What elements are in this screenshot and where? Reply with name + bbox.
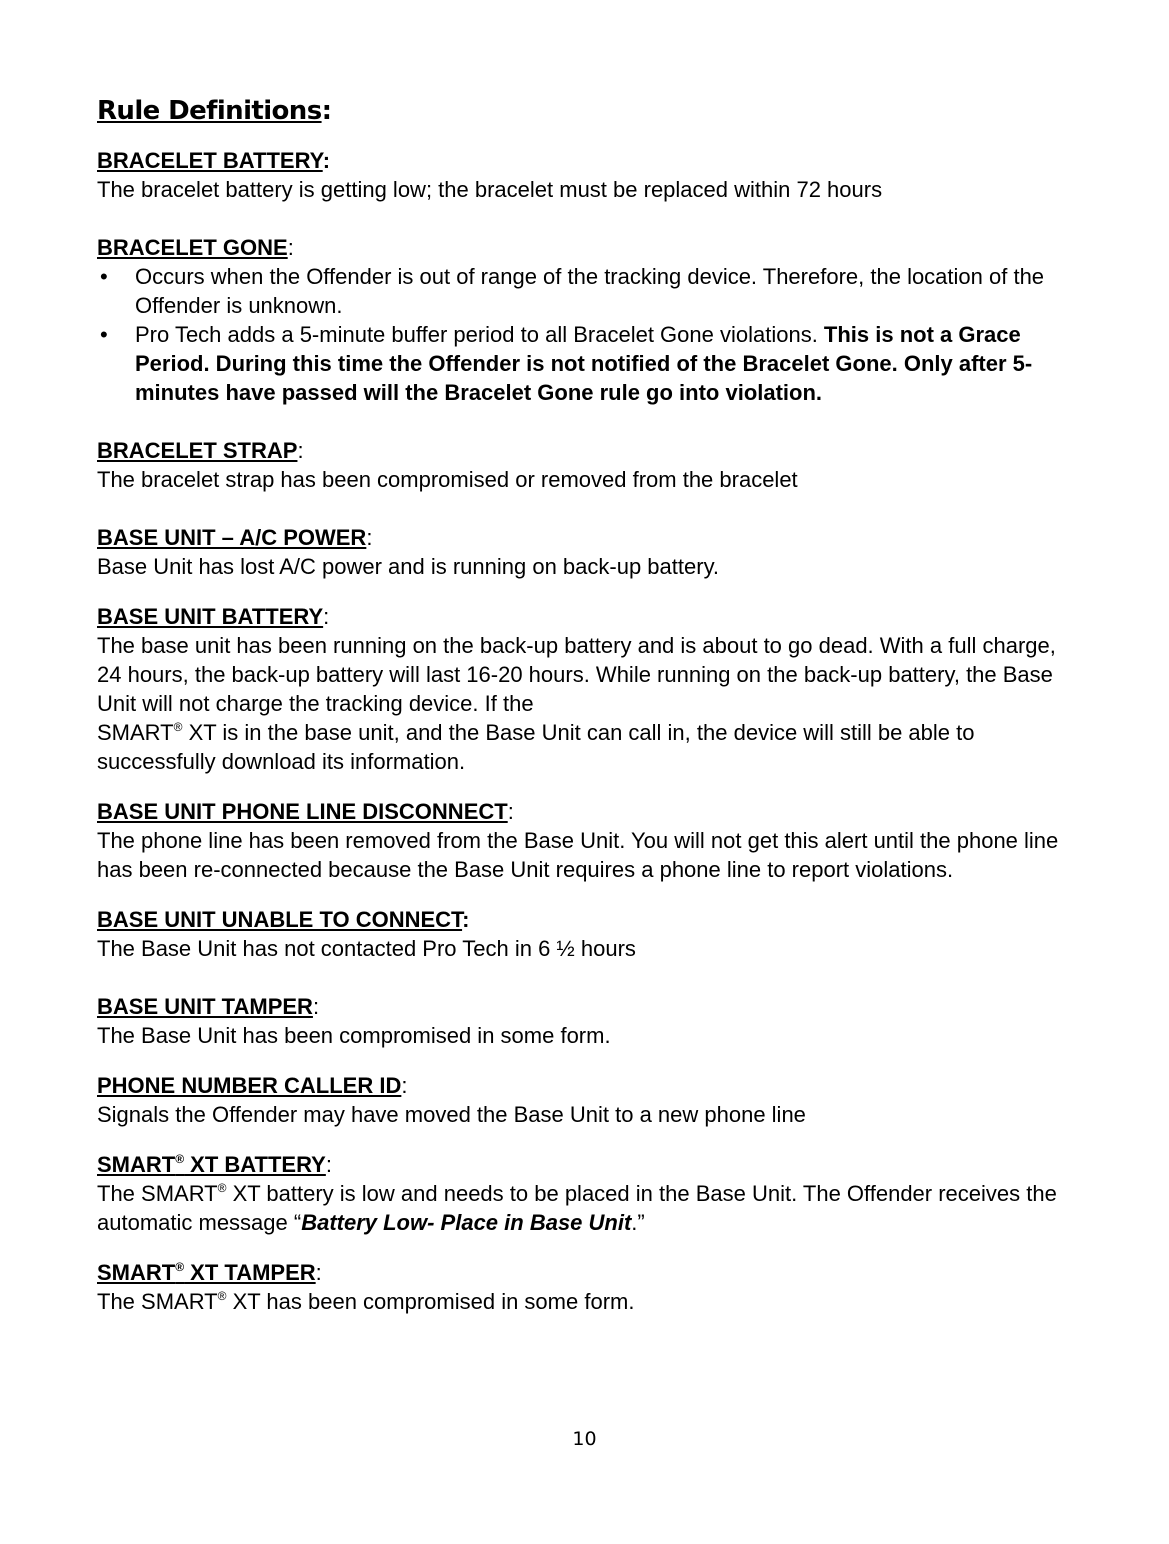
bullet-list	[97, 262, 1077, 407]
section-heading: SMART® XT BATTERY:	[97, 1152, 332, 1177]
bold-note: This is not a Grace Period. During this time the Offender is not notified of the Bracelet Gone. Only after 5-minutes have passed will the Bracelet Gone rule go into violation.	[135, 322, 1033, 405]
bullet-icon: •	[100, 264, 108, 289]
automatic-message: Battery Low- Place in Base Unit	[301, 1210, 632, 1235]
registered-mark: ®	[175, 1260, 185, 1274]
section-phone-caller-id	[97, 1071, 1077, 1129]
section-bracelet-battery	[97, 146, 1077, 204]
section-bracelet-gone	[97, 233, 1077, 407]
section-text: The bracelet strap has been compromised or removed from the bracelet	[97, 467, 798, 492]
list-item: • Pro Tech adds a 5-minute buffer period to all Bracelet Gone violations. This is not a Grace Period. During this time the Offender is not notified of the Bracelet Gone. Only after 5-minutes have passed will the Bracelet Gone rule go into violation.	[100, 322, 1033, 405]
section-bracelet-strap	[97, 436, 1077, 494]
section-text: The Base Unit has not contacted Pro Tech in 6 ½ hours	[97, 936, 636, 961]
section-smart-xt-battery	[97, 1150, 1077, 1237]
section-text: The phone line has been removed from the Base Unit. You will not get this alert until the phone line has been re-connected because the Base Unit requires a phone line to report violations.	[97, 828, 1059, 882]
section-heading: BASE UNIT BATTERY:	[97, 604, 330, 629]
section-text: The bracelet battery is getting low; the bracelet must be replaced within 72 hours	[97, 177, 883, 202]
section-heading: BASE UNIT TAMPER:	[97, 994, 320, 1019]
section-unable-to-connect	[97, 905, 1077, 963]
section-text: Signals the Offender may have moved the Base Unit to a new phone line	[97, 1102, 806, 1127]
section-text: Base Unit has lost A/C power and is running on back-up battery.	[97, 554, 720, 579]
section-heading: BRACELET GONE:	[97, 235, 294, 260]
registered-mark: ®	[173, 720, 183, 734]
section-smart-xt-tamper	[97, 1258, 1077, 1316]
registered-mark: ®	[217, 1289, 227, 1303]
section-base-unit-tamper	[97, 992, 1077, 1050]
section-text: The SMART® XT battery is low and needs to be placed in the Base Unit. The Offender receives the automatic message “Battery Low- Place in Base Unit.”	[97, 1181, 1057, 1235]
section-heading: SMART® XT TAMPER:	[97, 1260, 322, 1285]
section-base-unit-battery	[97, 602, 1077, 776]
section-base-unit-ac-power	[97, 523, 1077, 581]
section-heading: BRACELET BATTERY:	[97, 148, 331, 173]
section-heading: BASE UNIT UNABLE TO CONNECT:	[97, 907, 470, 932]
section-text: The base unit has been running on the back-up battery and is about to go dead. With a full charge, 24 hours, the back-up battery will last 16-20 hours. While running on the back-up battery, the Base Unit will not charge the tracking device. If the SMART® XT is in the base unit, and the Base Unit can call in, the device will still be able to successfully download its information.	[97, 633, 1056, 774]
list-item: • Occurs when the Offender is out of range of the tracking device. Therefore, the location of the Offender is unknown.	[100, 264, 1045, 318]
bullet-icon: •	[100, 322, 108, 347]
section-heading: PHONE NUMBER CALLER ID:	[97, 1073, 408, 1098]
page-title: Rule Definitions:	[97, 96, 332, 126]
document-page	[97, 96, 1077, 1337]
section-text: The Base Unit has been compromised in some form.	[97, 1023, 611, 1048]
section-phone-line-disconnect	[97, 797, 1077, 884]
section-heading: BASE UNIT – A/C POWER:	[97, 525, 373, 550]
registered-mark: ®	[175, 1152, 185, 1166]
section-text: The SMART® XT has been compromised in some form.	[97, 1289, 635, 1314]
page-number: 10	[572, 1428, 597, 1450]
section-heading: BRACELET STRAP:	[97, 438, 304, 463]
registered-mark: ®	[217, 1181, 227, 1195]
section-heading: BASE UNIT PHONE LINE DISCONNECT:	[97, 799, 514, 824]
